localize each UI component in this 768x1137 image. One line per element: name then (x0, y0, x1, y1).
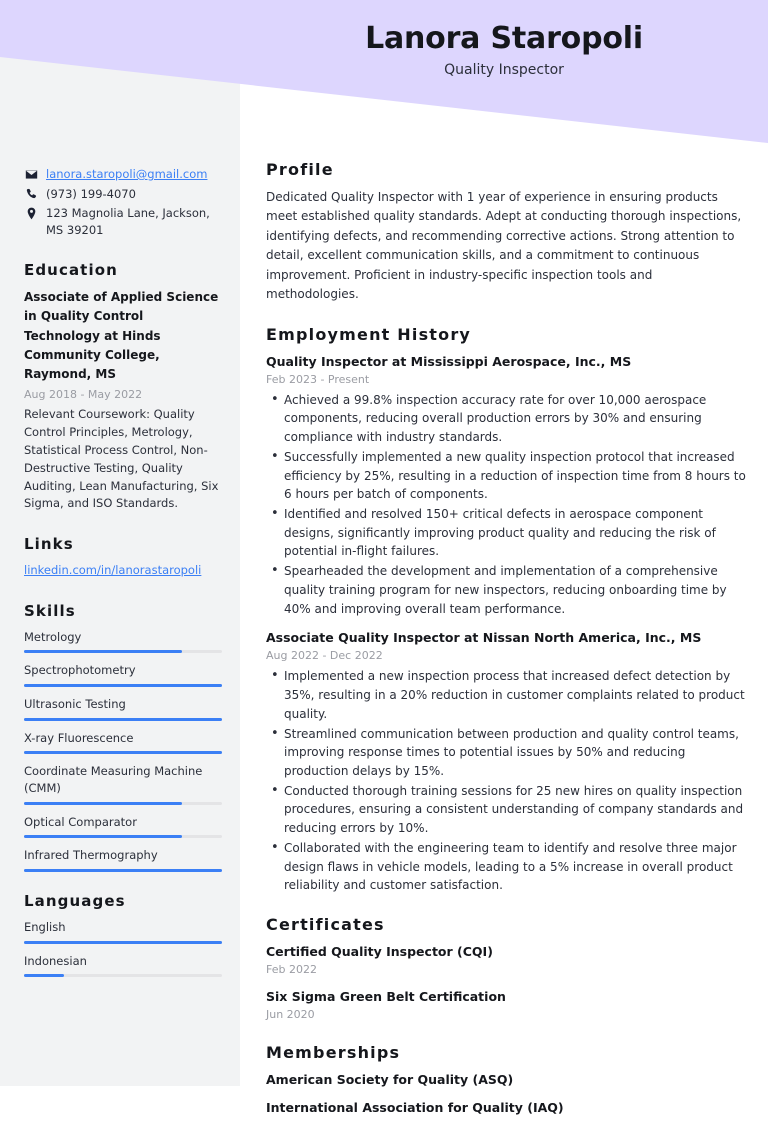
skill-item (24, 730, 222, 755)
certificate-date: Feb 2022 (266, 963, 317, 977)
skill-label: Coordinate Measuring Machine (CMM) (24, 764, 203, 795)
languages-list (24, 919, 222, 977)
candidate-role: Quality Inspector (444, 61, 564, 78)
memberships-list (266, 1071, 748, 1117)
job-entry (266, 353, 748, 619)
membership-title: International Association for Quality (IAQ) (266, 1100, 564, 1116)
header (240, 0, 768, 100)
skill-level-track (24, 802, 222, 805)
employment-list (266, 353, 748, 895)
education-heading: Education (24, 260, 118, 279)
contact-value[interactable]: lanora.staropoli@gmail.com (46, 167, 208, 181)
skill-label: Optical Comparator (24, 814, 137, 829)
profile-link[interactable]: linkedin.com/in/lanorastaropoli (24, 563, 202, 578)
skill-level-fill (24, 869, 222, 872)
education-title: Associate of Applied Science in Quality Control Technology at Hinds Community College, Raymond, MS (24, 289, 219, 382)
job-title: Quality Inspector at Mississippi Aerospace, Inc., MS (266, 353, 632, 369)
skill-level-fill (24, 751, 222, 754)
language-item (24, 953, 222, 978)
skill-level-fill (24, 718, 222, 721)
sidebar-content (0, 0, 240, 986)
memberships-section (266, 1043, 748, 1117)
profile-text: Dedicated Quality Inspector with 1 year of experience in ensuring products meet established quality standards. Adept at conducting thorough inspections, identifying defects, and recommending corrective actions. Strong attention to detail, excellent communication skills, and a commitment to continuous improvement. Proficient in industry-specific inspection tools and methodologies. (266, 190, 742, 302)
skill-level-track (24, 684, 222, 687)
language-label: Indonesian (24, 953, 87, 968)
certificate-entry (266, 943, 748, 978)
job-bullet: • Streamlined communication between production and quality control teams, improving response times to potential issues by 50% and reducing production delays by 15%. (266, 725, 748, 781)
language-level-fill (24, 941, 222, 944)
employment-heading: Employment History (266, 324, 472, 344)
skill-item (24, 814, 222, 839)
job-bullet: • Conducted thorough training sessions for 25 new hires on quality inspection procedures, ensuring a consistent understanding of company standards and reducing errors by 10%. (266, 782, 748, 838)
skill-item (24, 763, 222, 804)
languages-heading: Languages (24, 891, 126, 910)
job-bullet-list (266, 667, 748, 895)
language-level-track (24, 974, 222, 977)
job-bullet: • Collaborated with the engineering team to identify and resolve three major design flaws in vehicle models, leading to a 5% increase in overall product reliability and customer satisfaction. (266, 839, 748, 895)
certificates-list (266, 943, 748, 1023)
skill-level-track (24, 751, 222, 754)
language-item (24, 919, 222, 944)
language-label: English (24, 919, 66, 934)
contact-list (24, 166, 222, 239)
job-date: Aug 2022 - Dec 2022 (266, 649, 383, 663)
certificate-title: Six Sigma Green Belt Certification (266, 989, 506, 1005)
job-entry (266, 629, 748, 895)
skill-item (24, 629, 222, 654)
membership-title: American Society for Quality (ASQ) (266, 1072, 514, 1088)
job-bullet: • Implemented a new inspection process that increased defect detection by 35%, resulting in a 20% reduction in customer complaints related to product quality. (266, 667, 748, 723)
profile-section (266, 160, 748, 305)
skill-item (24, 847, 222, 872)
skill-level-fill (24, 650, 182, 653)
language-level-fill (24, 974, 64, 977)
envelope-icon (24, 166, 39, 181)
skills-heading: Skills (24, 601, 76, 620)
certificate-entry (266, 988, 748, 1023)
location-pin-icon (24, 205, 39, 220)
job-bullet: • Successfully implemented a new quality inspection protocol that increased efficiency by 25%, resulting in a reduction of inspection time from 8 hours to 6 hours per batch of components. (266, 448, 748, 504)
candidate-name: Lanora Staropoli (365, 21, 643, 56)
education-description: Relevant Coursework: Quality Control Principles, Metrology, Statistical Process Control, Non-Destructive Testing, Quality Auditing, Lean Manufacturing, Six Sigma, and ISO Standards. (24, 407, 219, 511)
job-title: Associate Quality Inspector at Nissan North America, Inc., MS (266, 630, 702, 646)
profile-heading: Profile (266, 160, 334, 179)
education-date: Aug 2018 - May 2022 (24, 387, 143, 401)
certificate-date: Jun 2020 (266, 1008, 315, 1022)
links-heading: Links (24, 535, 74, 554)
skill-level-track (24, 835, 222, 838)
skill-item (24, 662, 222, 687)
skill-label: X-ray Fluorescence (24, 730, 134, 745)
skill-label: Spectrophotometry (24, 663, 136, 678)
contact-row[interactable] (24, 166, 222, 183)
job-bullet: • Identified and resolved 150+ critical defects in aerospace component designs, significantly improving product quality and reducing the risk of potential in-flight failures. (266, 505, 748, 561)
main-content (240, 0, 768, 1137)
links-list (24, 562, 222, 579)
job-bullet-list (266, 391, 748, 619)
skill-level-fill (24, 684, 222, 687)
skills-list (24, 629, 222, 872)
contact-row (24, 205, 222, 238)
skill-label: Metrology (24, 629, 82, 644)
skill-label: Infrared Thermography (24, 848, 158, 863)
skill-label: Ultrasonic Testing (24, 696, 126, 711)
language-level-track (24, 941, 222, 944)
certificates-section (266, 915, 748, 1023)
contact-row (24, 186, 222, 203)
phone-icon (24, 186, 39, 201)
employment-section (266, 325, 748, 895)
contact-value: 123 Magnolia Lane, Jackson, MS 39201 (46, 206, 210, 238)
certificate-title: Certified Quality Inspector (CQI) (266, 944, 493, 959)
skill-item (24, 696, 222, 721)
skill-level-fill (24, 835, 182, 838)
job-bullet: • Spearheaded the development and implementation of a comprehensive quality training program for new inspectors, reducing onboarding time by 40% and improving overall team performance. (266, 562, 748, 618)
certificates-heading: Certificates (266, 915, 385, 934)
education-entry (24, 288, 222, 514)
job-date: Feb 2023 - Present (266, 372, 370, 386)
contact-value: (973) 199-4070 (46, 186, 136, 201)
skill-level-track (24, 650, 222, 653)
memberships-heading: Memberships (266, 1043, 401, 1063)
skill-level-fill (24, 802, 182, 805)
skill-level-track (24, 718, 222, 721)
job-bullet: • Achieved a 99.8% inspection accuracy rate for over 10,000 aerospace components, reducing overall production errors by 30% and ensuring compliance with industry standards. (266, 391, 748, 447)
skill-level-track (24, 869, 222, 872)
